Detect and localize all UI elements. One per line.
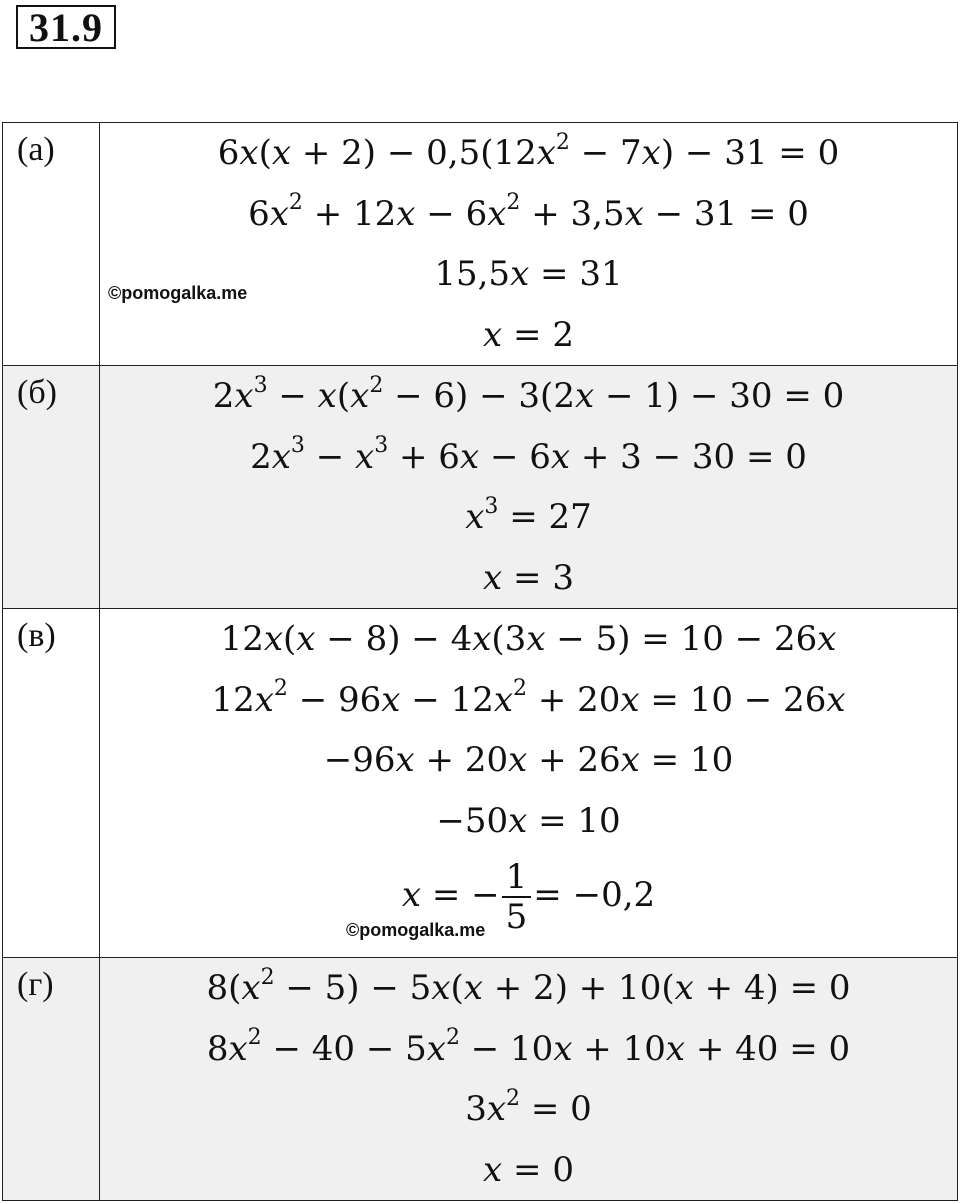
part-label: (б) (3, 366, 100, 609)
solution-table (2, 122, 958, 1201)
part-label: (а) (3, 123, 100, 366)
part-g-row (3, 958, 958, 1201)
equation-line: −50x = 10 (436, 800, 621, 841)
equation-line: $12x^2 - 96x - 12x^2 + 20x = 10 - 26x$ (211, 676, 846, 720)
answer-lhs: x = − (401, 875, 500, 915)
equation-line: $3x^2 = 0$ (465, 1085, 592, 1129)
equation-line: 15,5x = 31 (434, 254, 623, 294)
equation-line: x = 2 (483, 314, 574, 355)
fraction-denominator: 5 (505, 897, 528, 937)
problem-number: 31.9 (16, 5, 116, 49)
part-work (100, 609, 958, 958)
watermark: ©pomogalka.me (346, 920, 486, 940)
part-label: (г) (3, 958, 100, 1201)
part-work (100, 366, 958, 609)
equation-line: $6x(x + 2) - 0,5(12x^2 - 7x) - 31 = 0$ (217, 129, 840, 173)
part-work (100, 123, 958, 366)
part-v-row (3, 609, 958, 958)
equation-line: x = 0 (483, 1149, 574, 1190)
equation-line: 12x(x − 8) − 4x(3x − 5) = 10 − 26x (220, 619, 837, 659)
equation-line: $2x^3 - x(x^2 - 6) - 3(2x - 1) - 30 = 0$ (212, 372, 845, 416)
answer-rhs: = −0,2 (533, 875, 656, 915)
fraction (502, 858, 532, 936)
part-label: (в) (3, 609, 100, 958)
watermark: ©pomogalka.me (108, 283, 248, 303)
part-a-row (3, 123, 958, 366)
fraction-numerator: 1 (502, 858, 532, 898)
equation-line: $x^3 = 27$ (465, 493, 592, 537)
final-answer-line (100, 851, 957, 939)
equation-line: −96x + 20x + 26x = 10 (323, 740, 734, 780)
equation-line: $8(x^2 - 5) - 5x(x + 2) + 10(x + 4) = 0$ (206, 964, 851, 1008)
equation-line: $6x^2 + 12x - 6x^2 + 3,5x - 31 = 0$ (248, 190, 809, 234)
part-b-row (3, 366, 958, 609)
equation-line: x = 3 (483, 557, 574, 598)
part-work (100, 958, 958, 1201)
equation-line: $2x^3 - x^3 + 6x - 6x + 3 - 30 = 0$ (250, 433, 807, 477)
equation-line: $8x^2 - 40 - 5x^2 - 10x + 10x + 40 = 0$ (206, 1025, 851, 1069)
